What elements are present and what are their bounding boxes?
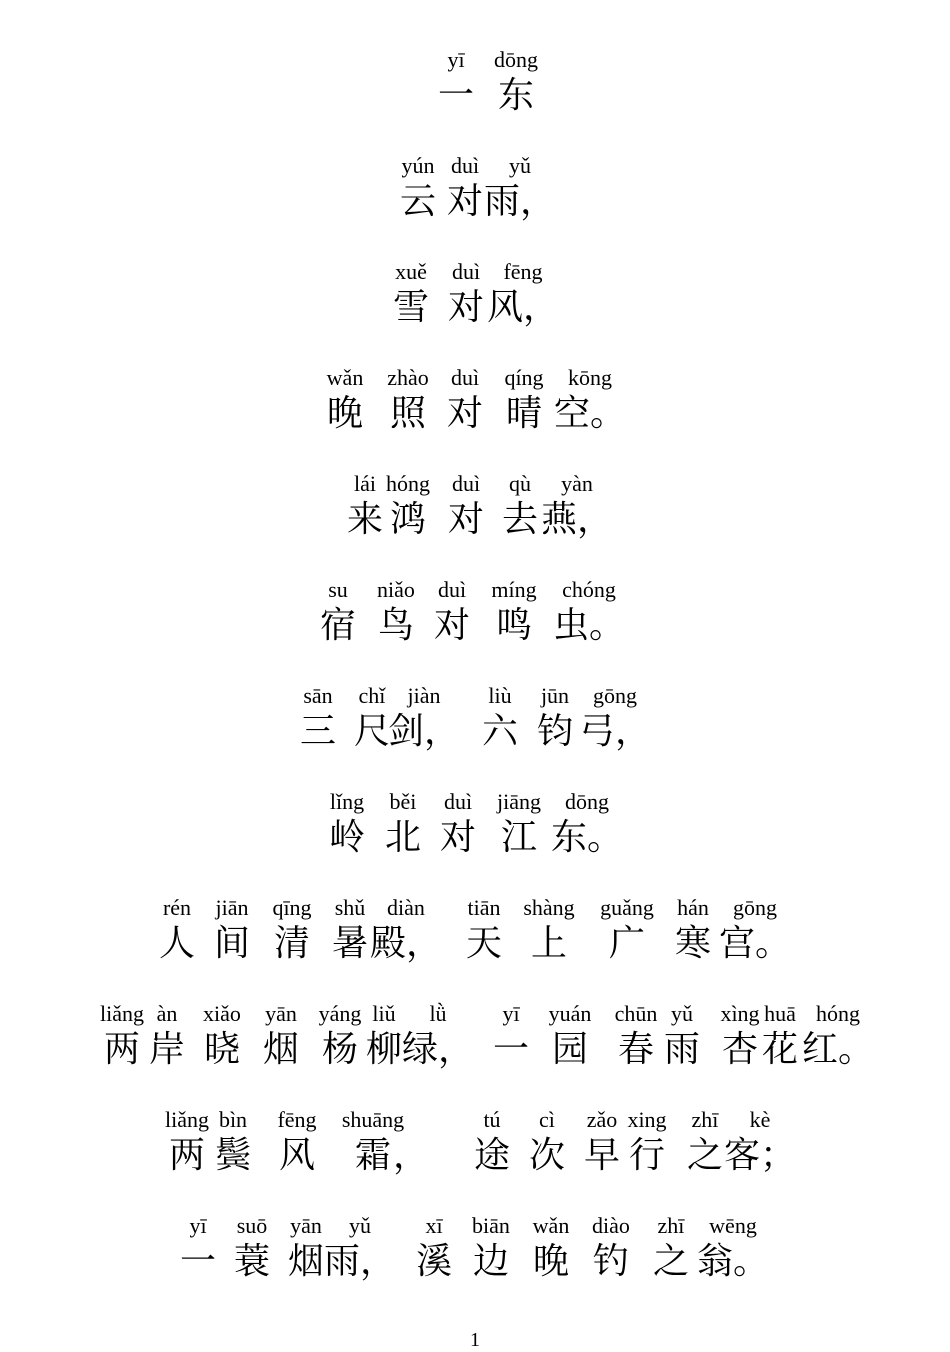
pinyin: zhī (657, 1213, 685, 1238)
hanzi: 之 (686, 1135, 723, 1176)
hanzi: 钧 (536, 711, 573, 752)
hanzi: 殿， (369, 923, 442, 964)
character-group (485, 257, 561, 347)
pinyin: lǜ (429, 1001, 447, 1026)
pinyin: tú (483, 1107, 501, 1132)
character-group (539, 469, 615, 559)
hanzi: 江 (500, 817, 537, 858)
hanzi: 上 (530, 923, 567, 964)
pinyin: yī (189, 1213, 207, 1238)
hanzi: 途 (473, 1135, 510, 1176)
hanzi: 寒 (674, 923, 711, 964)
pinyin: jiān (215, 895, 249, 920)
hanzi: 鸿 (389, 499, 426, 540)
hanzi: 雨， (483, 181, 556, 222)
hanzi: 两 (103, 1029, 140, 1070)
pinyin: zǎo (586, 1107, 618, 1132)
character-group (722, 1105, 798, 1195)
hanzi: 间 (213, 923, 250, 964)
hanzi: 东 (497, 75, 534, 116)
pinyin: suō (236, 1213, 268, 1238)
hanzi: 红。 (801, 1029, 874, 1070)
pinyin: yī (447, 47, 465, 72)
hanzi: 之 (652, 1241, 689, 1282)
pinyin: duì (451, 471, 481, 496)
hanzi: 剑， (387, 711, 460, 752)
pinyin: liǔ (372, 1001, 396, 1026)
pinyin: chóng (562, 577, 616, 602)
pinyin: wǎn (532, 1213, 570, 1238)
hanzi: 宫。 (718, 923, 791, 964)
pinyin: dōng (494, 47, 538, 72)
pinyin: wǎn (326, 365, 364, 390)
hanzi: 鸟 (377, 605, 414, 646)
pinyin: niǎo (377, 577, 415, 602)
pinyin: diào (592, 1213, 630, 1238)
pinyin: liǎng (165, 1107, 209, 1132)
hanzi: 边 (472, 1241, 509, 1282)
pinyin: yáng (318, 1001, 362, 1026)
pinyin: duì (451, 259, 481, 284)
hanzi: 晴 (505, 393, 542, 434)
hanzi: 三 (299, 711, 336, 752)
pinyin: qīng (272, 895, 312, 920)
pinyin: yān (265, 1001, 297, 1026)
character-group (551, 575, 627, 665)
pinyin: yān (290, 1213, 322, 1238)
hanzi: 北 (384, 817, 421, 858)
hanzi: 尺 (353, 711, 390, 752)
pinyin: qù (509, 471, 531, 496)
verse-line (0, 257, 950, 357)
pinyin: shàng (523, 895, 575, 920)
pinyin: míng (491, 577, 537, 602)
pinyin: duì (450, 153, 480, 178)
hanzi: 对 (446, 181, 483, 222)
character-group (482, 151, 558, 241)
pinyin: yǔ (509, 153, 531, 178)
pinyin: běi (389, 789, 417, 814)
pinyin: àn (156, 1001, 178, 1026)
hanzi: 广 (608, 923, 645, 964)
pinyin: yī (502, 1001, 520, 1026)
pinyin: yuán (548, 1001, 592, 1026)
hanzi: 风 (278, 1135, 315, 1176)
verse-line (0, 151, 950, 251)
pinyin: liǎng (100, 1001, 144, 1026)
pinyin: zhī (691, 1107, 719, 1132)
pinyin: duì (437, 577, 467, 602)
hanzi: 烟 (287, 1241, 324, 1282)
hanzi: 人 (158, 923, 195, 964)
hanzi: 花 (761, 1029, 798, 1070)
pinyin: lái (354, 471, 376, 496)
hanzi: 雨 (663, 1029, 700, 1070)
verse-line (0, 1105, 950, 1205)
verse-line (0, 45, 950, 145)
pinyin: chūn (614, 1001, 658, 1026)
pinyin: hán (677, 895, 709, 920)
pinyin: duì (450, 365, 480, 390)
hanzi: 一 (437, 75, 474, 116)
hanzi: 鸣 (495, 605, 532, 646)
character-group (695, 1211, 771, 1301)
pinyin: sān (303, 683, 333, 708)
character-group (549, 787, 625, 877)
character-group (717, 893, 793, 983)
hanzi: 翁。 (696, 1241, 769, 1282)
pinyin: shuāng (341, 1107, 405, 1132)
hanzi: 园 (551, 1029, 588, 1070)
pinyin: chǐ (358, 683, 386, 708)
hanzi: 雨， (323, 1241, 396, 1282)
pinyin: kōng (568, 365, 612, 390)
pinyin: bìn (218, 1107, 248, 1132)
character-group (577, 681, 653, 771)
hanzi: 两 (168, 1135, 205, 1176)
hanzi: 风， (486, 287, 559, 328)
verse-line (0, 787, 950, 887)
hanzi: 天 (465, 923, 502, 964)
hanzi: 钓 (592, 1241, 629, 1282)
pinyin: lǐng (329, 789, 365, 814)
hanzi: 清 (273, 923, 310, 964)
pinyin: yàn (561, 471, 593, 496)
hanzi: 宿 (319, 605, 356, 646)
hanzi: 虫。 (552, 605, 625, 646)
pinyin: jūn (540, 683, 570, 708)
hanzi: 暑 (331, 923, 368, 964)
hanzi: 对 (446, 393, 483, 434)
pinyin: kè (749, 1107, 771, 1132)
character-group (800, 999, 876, 1089)
hanzi: 一 (492, 1029, 529, 1070)
hanzi: 岸 (148, 1029, 185, 1070)
pinyin: fēng (503, 259, 543, 284)
pinyin: gōng (593, 683, 637, 708)
hanzi: 春 (617, 1029, 654, 1070)
hanzi: 去 (501, 499, 538, 540)
verse-line (0, 363, 950, 463)
hanzi: 六 (481, 711, 518, 752)
verse-line (0, 469, 950, 569)
pinyin: gōng (733, 895, 777, 920)
hanzi: 晚 (326, 393, 363, 434)
pinyin: shǔ (334, 895, 366, 920)
hanzi: ， (392, 1135, 429, 1176)
pinyin: tiān (467, 895, 501, 920)
hanzi: 来 (346, 499, 383, 540)
pinyin: qíng (504, 365, 544, 390)
pinyin: cì (539, 1107, 555, 1132)
pinyin: hóng (386, 471, 430, 496)
hanzi: 行 (628, 1135, 665, 1176)
hanzi: 绿， (401, 1029, 474, 1070)
pinyin: xī (425, 1213, 443, 1238)
pinyin: xuě (395, 259, 427, 284)
pinyin: xiǎo (203, 1001, 241, 1026)
hanzi: 晚 (532, 1241, 569, 1282)
pinyin: yǔ (349, 1213, 371, 1238)
hanzi: 客； (723, 1135, 796, 1176)
pinyin: yǔ (671, 1001, 693, 1026)
verse-line (0, 681, 950, 781)
hanzi: 对 (447, 287, 484, 328)
pinyin: guǎng (600, 895, 654, 920)
hanzi: 次 (528, 1135, 565, 1176)
hanzi: 鬓 (214, 1135, 251, 1176)
hanzi: 燕， (540, 499, 613, 540)
hanzi: 对 (439, 817, 476, 858)
hanzi: 早 (583, 1135, 620, 1176)
hanzi: 柳 (365, 1029, 402, 1070)
pinyin: zhào (387, 365, 429, 390)
character-group (478, 45, 554, 135)
pinyin: xìng (720, 1001, 760, 1026)
hanzi: 杏 (721, 1029, 758, 1070)
verse-line (0, 893, 950, 993)
hanzi: 蓑 (233, 1241, 270, 1282)
verse-line (0, 1211, 950, 1311)
pinyin: hóng (816, 1001, 860, 1026)
hanzi: 空。 (553, 393, 626, 434)
hanzi: 照 (389, 393, 426, 434)
pinyin: yún (401, 153, 435, 178)
hanzi: 杨 (321, 1029, 358, 1070)
hanzi: 云 (399, 181, 436, 222)
pinyin: wēng (709, 1213, 757, 1238)
hanzi: 弓， (578, 711, 651, 752)
verse-line (0, 999, 950, 1099)
pinyin: duì (443, 789, 473, 814)
hanzi: 对 (447, 499, 484, 540)
page-number: 1 (470, 1329, 480, 1351)
hanzi: 一 (179, 1241, 216, 1282)
pinyin: dōng (565, 789, 609, 814)
pinyin: jiàn (407, 683, 441, 708)
hanzi: 东。 (550, 817, 623, 858)
hanzi: 烟 (262, 1029, 299, 1070)
pinyin: diàn (387, 895, 425, 920)
pinyin: huā (764, 1001, 796, 1026)
hanzi: 岭 (328, 817, 365, 858)
pinyin: fēng (277, 1107, 317, 1132)
verse-line (0, 575, 950, 675)
hanzi: 雪 (392, 287, 429, 328)
pinyin: xing (627, 1107, 667, 1132)
pinyin: liù (488, 683, 512, 708)
pinyin: rén (162, 895, 192, 920)
hanzi: 溪 (415, 1241, 452, 1282)
pinyin: jiāng (497, 789, 541, 814)
hanzi: 霜 (354, 1135, 391, 1176)
hanzi: 晓 (203, 1029, 240, 1070)
hanzi: 对 (433, 605, 470, 646)
pinyin: biān (472, 1213, 510, 1238)
pinyin: su (328, 577, 348, 602)
character-group (552, 363, 628, 453)
